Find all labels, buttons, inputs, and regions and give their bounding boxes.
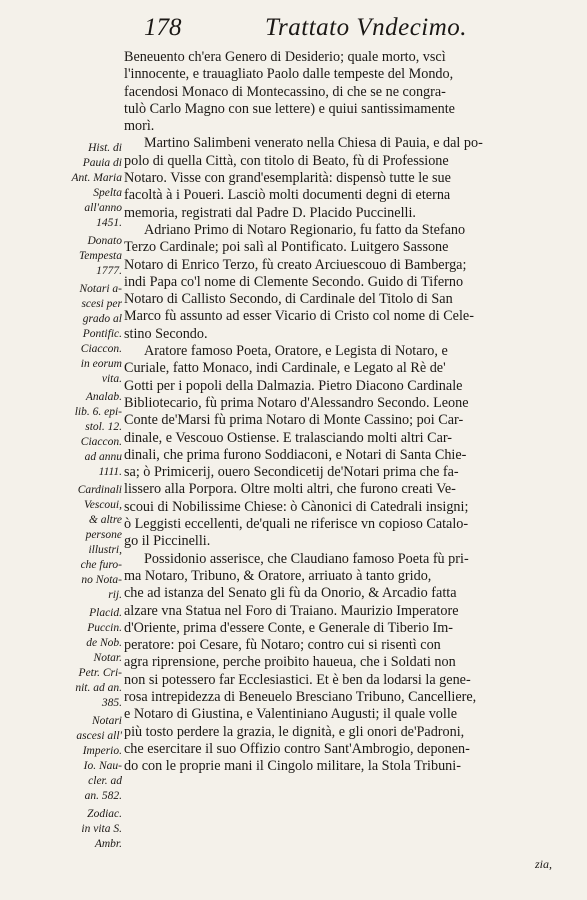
margin-note-line: 1451. — [96, 217, 122, 229]
margin-note-line: Imperio. — [82, 745, 122, 757]
text-line: l'innocente, e trauagliato Paolo dalle tempeste del Mondo, — [124, 66, 454, 83]
text-line: tulò Carlo Magno con sue lettere) e quiui santissimamente — [124, 100, 455, 117]
margin-note-line: Spelta — [93, 187, 122, 199]
text-line: agra riprensione, perche proibito haueua, che i Soldati non — [124, 654, 456, 671]
margin-note-line: Pauia di — [82, 157, 122, 169]
margin-note-line: Placid. — [89, 607, 122, 619]
text-line: scoui di Nobilissime Chiese: ò Cànonici di Catedrali insigni; — [124, 498, 469, 515]
paragraph — [124, 343, 579, 551]
text-line: sa; ò Primicerij, ouero Secondicetij de'Notari prima che fa- — [124, 464, 459, 481]
margin-note-line: Notari — [91, 715, 122, 727]
margin-note-line: ascesi all' — [76, 730, 122, 742]
text-line: go il Piccinelli. — [124, 533, 211, 550]
margin-note-line: & altre — [88, 514, 122, 526]
text-line: lissero alla Porpora. Oltre molti altri, che furono creati Ve- — [124, 481, 456, 498]
margin-note-line: Cardinali — [77, 484, 122, 496]
margin-note-line: scesi per — [81, 298, 122, 310]
margin-note-line: che furo- — [80, 559, 122, 571]
text-line: Bibliotecario, fù prima Notaro d'Alessandro Secondo. Leone — [124, 394, 469, 411]
margin-note-line: Petr. Cri- — [78, 667, 122, 679]
catchword: zia, — [535, 857, 553, 871]
text-line: più tosto perdere la grazia, le dignità, e gli onori de'Padroni, — [124, 723, 465, 740]
text-line: memoria, registrati dal Padre D. Placido Puccinelli. — [124, 204, 416, 221]
margin-note-line: Pontific. — [82, 328, 122, 340]
text-line: facendosi Monaco di Montecassino, di che se ne congra- — [124, 83, 446, 100]
text-line: morì. — [124, 118, 155, 135]
text-line: peratore: poi Cesare, fù Notaro; contro cui si risentì con — [124, 637, 441, 654]
margin-note-line: an. 582. — [84, 790, 122, 802]
text-line: Adriano Primo di Notaro Regionario, fu fatto da Stefano — [144, 221, 466, 238]
paragraph — [124, 135, 579, 221]
paragraph — [124, 551, 579, 776]
margin-note-line: all'anno — [84, 202, 122, 214]
text-line: e Notaro di Giustina, e Valentiniano Augusti; il quale volle — [124, 706, 458, 723]
text-line: che ad istanza del Senato gli fù da Onorio, & Arcadio fatta — [124, 585, 457, 602]
text-line: Gotti per i popoli della Dalmazia. Pietro Diacono Cardinale — [124, 377, 463, 394]
margin-note-line: Puccin. — [87, 622, 122, 634]
margin-note-line: Notar. — [93, 652, 122, 664]
page-header — [132, 14, 572, 48]
margin-note — [4, 483, 122, 603]
margin-note-line: Ciaccon. — [80, 436, 122, 448]
text-line: ma Notaro, Tribuno, & Oratore, arriuato à tanto grido, — [124, 567, 432, 584]
text-line: Possidonio asserisce, che Claudiano famoso Poeta fù pri- — [144, 550, 469, 567]
margin-note-line: ad annu — [84, 451, 122, 463]
margin-note-line: vita. — [101, 373, 122, 385]
text-line: che esercitare il suo Offizio contro Sant'Ambrogio, deponen- — [124, 740, 470, 757]
text-line: Notaro di Enrico Terzo, fù creato Arciuescouo di Bamberga; — [124, 256, 467, 273]
paragraph — [124, 222, 579, 343]
margin-note-line: Ciaccon. — [80, 343, 122, 355]
margin-note-line: Analab. — [85, 391, 122, 403]
margin-note-line: Io. Nau- — [83, 760, 122, 772]
margin-note-line: Tempesta — [78, 250, 122, 262]
margin-note — [4, 282, 122, 387]
margin-note — [4, 390, 122, 480]
margin-note-line: Ambr. — [94, 838, 122, 850]
margin-note-line: in vita S. — [81, 823, 122, 835]
margin-note-line: 1777. — [96, 265, 122, 277]
text-line: indi Papa co'l nome di Clemente Secondo. Guido di Tiferno — [124, 273, 464, 290]
text-line: Conte de'Marsi fù prima Notaro di Monte Cassino; poi Car- — [124, 412, 464, 429]
margin-note — [4, 714, 122, 804]
margin-note-line: persone — [85, 529, 122, 541]
text-line: dinale, e Vescouo Ostiense. E tralasciando molti altri Car- — [124, 429, 453, 446]
text-line: ò Leggisti eccellenti, de'quali ne riferisce vn copioso Catalo- — [124, 516, 469, 533]
margin-note-line: rij. — [108, 589, 122, 601]
text-line: Beneuento ch'era Genero di Desiderio; quale morto, vscì — [124, 49, 446, 65]
margin-note-line: 385. — [101, 697, 122, 709]
text-line: Aratore famoso Poeta, Oratore, e Legista di Notaro, e — [144, 343, 448, 360]
margin-note-line: Hist. di — [88, 142, 122, 154]
margin-note-line: 1111. — [98, 466, 122, 478]
margin-note-line: de Nob. — [86, 637, 122, 649]
text-line: facoltà à i Poueri. Lasciò molti documenti degni di eterna — [124, 187, 451, 204]
text-line: polo di quella Città, con titolo di Beato, fù di Professione — [124, 152, 449, 169]
page-number: 178 — [144, 14, 182, 41]
margin-note-line: grado al — [82, 313, 122, 325]
margin-note — [4, 606, 122, 711]
margin-note-line: Vescoui, — [83, 499, 122, 511]
margin-note-line: in eorum — [80, 358, 122, 370]
margin-note — [4, 807, 122, 852]
text-line: do con le proprie mani il Cingolo militare, la Stola Tribuni- — [124, 758, 461, 775]
text-line: dinali, che prima furono Soddiaconi, e Notari di Santa Chie- — [124, 446, 467, 463]
text-line: Marco fù assunto ad esser Vicario di Cristo col nome di Cele- — [124, 308, 474, 325]
margin-note-line: Donato — [87, 235, 122, 247]
margin-notes — [4, 141, 122, 855]
margin-note-line: no Nota- — [81, 574, 122, 586]
text-line: Martino Salimbeni venerato nella Chiesa di Pauia, e dal po- — [144, 135, 483, 152]
margin-note-line: Ant. Maria — [71, 172, 122, 184]
running-title: Trattato Vndecimo. — [265, 14, 468, 41]
text-line: d'Oriente, prima d'essere Conte, e Generale di Tiberio Im- — [124, 619, 453, 636]
text-line: Terzo Cardinale; poi salì al Pontificato. Luitgero Sassone — [124, 239, 449, 256]
text-line: stino Secondo. — [124, 325, 208, 342]
margin-note-line: Notari a- — [79, 283, 122, 295]
text-line: rosa intrepidezza di Beneuelo Bresciano Tribuno, Cancelliere, — [124, 688, 477, 705]
margin-note-line: nit. ad an. — [75, 682, 122, 694]
text-line: Notaro di Callisto Secondo, di Cardinale del Titolo di San — [124, 291, 453, 308]
text-line: Curiale, fatto Monaco, indi Cardinale, e Legato al Rè de' — [124, 360, 446, 377]
paragraph — [124, 49, 579, 135]
text-line: non si potessero far Ecclesiastici. Et è ben da lodarsi la gene- — [124, 671, 471, 688]
text-line: Notaro. Visse con grand'esemplarità: dispensò tutte le sue — [124, 170, 451, 187]
margin-note — [4, 234, 122, 279]
margin-note-line: stol. 12. — [85, 421, 122, 433]
margin-note-line: Zodiac. — [87, 808, 122, 820]
text-line: alzare vna Statua nel Foro di Traiano. Maurizio Imperatore — [124, 602, 459, 619]
main-text — [124, 49, 579, 775]
margin-note-line: cler. ad — [88, 775, 122, 787]
margin-note — [4, 141, 122, 231]
margin-note-line: lib. 6. epi- — [74, 406, 122, 418]
margin-note-line: illustri, — [88, 544, 122, 556]
